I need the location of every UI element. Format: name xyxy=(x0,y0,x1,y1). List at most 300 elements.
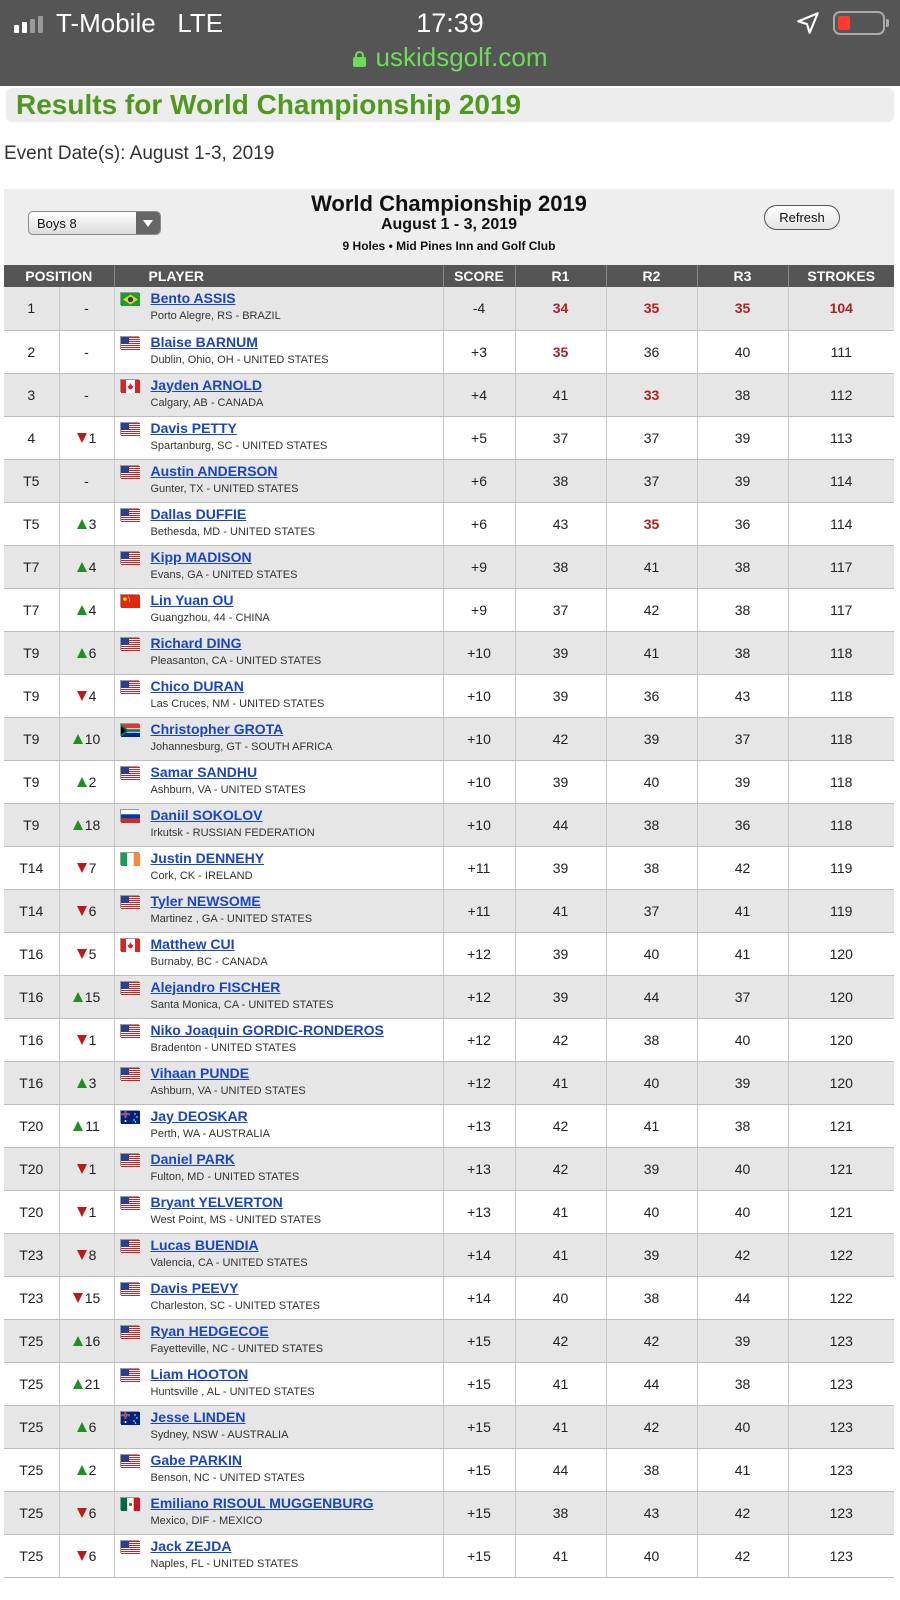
results-table xyxy=(4,265,894,1578)
r3-cell: 35 xyxy=(697,287,788,330)
event-date-text: Event Date(s): August 1-3, 2019 xyxy=(4,143,275,164)
strokes-cell: 104 xyxy=(788,287,894,330)
r2-cell: 41 xyxy=(606,1104,697,1147)
player-cell xyxy=(114,760,443,803)
r1-cell: 41 xyxy=(515,1534,606,1577)
player-name-link[interactable]: Alejandro FISCHER xyxy=(150,978,281,995)
player-location: Burnaby, BC - CANADA xyxy=(150,955,268,968)
player-name-link[interactable]: Richard DING xyxy=(150,634,242,651)
usa-flag-icon xyxy=(120,680,139,693)
r2-cell: 37 xyxy=(606,889,697,932)
event-venue: 9 Holes • Mid Pines Inn and Golf Club xyxy=(342,239,556,253)
player-cell xyxy=(114,330,443,373)
strokes-cell: 123 xyxy=(788,1405,894,1448)
strokes-cell: 121 xyxy=(788,1147,894,1190)
player-name-link[interactable]: Bento ASSIS xyxy=(150,290,236,306)
r2-cell: 40 xyxy=(606,932,697,975)
player-location: Martinez , GA - UNITED STATES xyxy=(150,912,313,925)
position-cell: 3 xyxy=(4,373,59,416)
column-header-strokes: STROKES xyxy=(788,265,894,287)
player-name-link[interactable]: Blaise BARNUM xyxy=(150,333,258,350)
position-cell: T23 xyxy=(4,1233,59,1276)
player-name-link[interactable]: Vihaan PUNDE xyxy=(150,1064,250,1081)
r3-cell: 41 xyxy=(697,932,788,975)
r3-cell: 42 xyxy=(697,1233,788,1276)
australia-flag-icon xyxy=(120,1411,139,1424)
r3-cell: 38 xyxy=(697,1362,788,1405)
table-row xyxy=(4,674,894,717)
player-location: Las Cruces, NM - UNITED STATES xyxy=(150,697,325,710)
rank-up-arrow-icon xyxy=(73,992,83,1002)
r1-cell: 37 xyxy=(515,416,606,459)
r3-cell: 39 xyxy=(697,416,788,459)
player-location: Bethesda, MD - UNITED STATES xyxy=(150,525,316,538)
r2-cell: 41 xyxy=(606,545,697,588)
player-location: Ashburn, VA - UNITED STATES xyxy=(150,783,306,796)
player-cell xyxy=(114,1319,443,1362)
r3-cell: 37 xyxy=(697,975,788,1018)
player-cell xyxy=(114,588,443,631)
movement-value: - xyxy=(84,386,89,403)
position-cell: T25 xyxy=(4,1319,59,1362)
clock: 17:39 xyxy=(416,8,484,38)
r3-cell: 39 xyxy=(697,1319,788,1362)
player-location: Cork, CK - IRELAND xyxy=(150,869,253,882)
player-name-link[interactable]: Jayden ARNOLD xyxy=(150,376,263,393)
player-location: West Point, MS - UNITED STATES xyxy=(150,1213,322,1226)
player-cell xyxy=(114,717,443,760)
player-cell xyxy=(114,1147,443,1190)
r2-cell: 43 xyxy=(606,1491,697,1534)
movement-cell xyxy=(59,803,114,846)
score-cell: +15 xyxy=(443,1405,515,1448)
score-cell: +5 xyxy=(443,416,515,459)
rank-up-arrow-icon xyxy=(77,777,87,787)
column-header-r2: R2 xyxy=(606,265,697,287)
table-row xyxy=(4,1405,894,1448)
player-location: Evans, GA - UNITED STATES xyxy=(150,568,298,581)
ireland-flag-icon xyxy=(120,852,139,865)
r3-cell: 36 xyxy=(697,502,788,545)
player-name-link[interactable]: Matthew CUI xyxy=(150,935,235,952)
player-location: Fulton, MD - UNITED STATES xyxy=(150,1170,300,1183)
player-name-link[interactable]: Emiliano RISOUL MUGGENBURG xyxy=(150,1494,374,1511)
position-cell: T14 xyxy=(4,889,59,932)
player-name-link[interactable]: Samar SANDHU xyxy=(150,763,258,780)
strokes-cell: 120 xyxy=(788,975,894,1018)
strokes-cell: 118 xyxy=(788,760,894,803)
player-location: Spartanburg, SC - UNITED STATES xyxy=(150,439,328,452)
r2-cell: 36 xyxy=(606,330,697,373)
r3-cell: 39 xyxy=(697,760,788,803)
movement-cell xyxy=(59,1233,114,1276)
r3-cell: 36 xyxy=(697,803,788,846)
position-cell: 2 xyxy=(4,330,59,373)
rank-down-arrow-icon xyxy=(77,1508,87,1518)
rank-down-arrow-icon xyxy=(77,863,87,873)
player-location: Porto Alegre, RS - BRAZIL xyxy=(150,310,281,322)
column-header-player: PLAYER xyxy=(114,265,443,287)
r1-cell: 42 xyxy=(515,1147,606,1190)
player-cell xyxy=(114,803,443,846)
r3-cell: 38 xyxy=(697,545,788,588)
movement-cell xyxy=(59,373,114,416)
strokes-cell: 118 xyxy=(788,717,894,760)
usa-flag-icon xyxy=(120,1153,139,1166)
rank-up-arrow-icon xyxy=(77,1078,87,1088)
movement-value: 1 xyxy=(88,1160,97,1177)
r1-cell: 41 xyxy=(515,1362,606,1405)
score-cell: +12 xyxy=(443,932,515,975)
r1-cell: 43 xyxy=(515,502,606,545)
movement-cell xyxy=(59,1405,114,1448)
position-cell: 4 xyxy=(4,416,59,459)
r2-cell: 40 xyxy=(606,1190,697,1233)
player-name-link[interactable]: Lin Yuan OU xyxy=(150,591,234,608)
rank-up-arrow-icon xyxy=(77,1465,87,1475)
player-name-link[interactable]: Davis PEEVY xyxy=(150,1279,239,1296)
movement-cell xyxy=(59,588,114,631)
table-row xyxy=(4,287,894,330)
player-name-link[interactable]: Austin ANDERSON xyxy=(150,462,278,479)
player-location: Naples, FL - UNITED STATES xyxy=(150,1557,299,1570)
player-location: Perth, WA - AUSTRALIA xyxy=(150,1127,270,1140)
r2-cell: 38 xyxy=(606,1448,697,1491)
player-location: Irkutsk - RUSSIAN FEDERATION xyxy=(150,826,315,839)
usa-flag-icon xyxy=(120,336,139,349)
table-row xyxy=(4,373,894,416)
refresh-button[interactable]: Refresh xyxy=(764,205,840,230)
score-cell: +15 xyxy=(443,1491,515,1534)
mexico-flag-icon xyxy=(120,1497,139,1510)
usa-flag-icon xyxy=(120,508,139,521)
movement-value: - xyxy=(84,472,89,489)
player-location: Gunter, TX - UNITED STATES xyxy=(150,482,299,495)
r3-cell: 41 xyxy=(697,1448,788,1491)
r1-cell: 42 xyxy=(515,1018,606,1061)
table-row xyxy=(4,1448,894,1491)
r1-cell: 39 xyxy=(515,846,606,889)
player-location: Huntsville , AL - UNITED STATES xyxy=(150,1385,315,1398)
usa-flag-icon xyxy=(120,1368,139,1381)
position-cell: T25 xyxy=(4,1405,59,1448)
table-row xyxy=(4,1276,894,1319)
r2-cell: 39 xyxy=(606,717,697,760)
strokes-cell: 123 xyxy=(788,1448,894,1491)
score-cell: +11 xyxy=(443,846,515,889)
movement-cell xyxy=(59,545,114,588)
movement-cell xyxy=(59,1190,114,1233)
position-cell: T9 xyxy=(4,760,59,803)
score-cell: +10 xyxy=(443,717,515,760)
player-cell xyxy=(114,1534,443,1577)
player-name-link[interactable]: Kipp MADISON xyxy=(150,548,252,565)
movement-value: 6 xyxy=(88,902,97,919)
australia-flag-icon xyxy=(120,1110,139,1123)
r3-cell: 38 xyxy=(697,631,788,674)
strokes-cell: 123 xyxy=(788,1534,894,1577)
movement-cell xyxy=(59,717,114,760)
player-name-link[interactable]: Jesse LINDEN xyxy=(150,1408,246,1425)
r2-cell: 40 xyxy=(606,1061,697,1104)
table-row xyxy=(4,1534,894,1577)
player-location: Calgary, AB - CANADA xyxy=(150,396,264,409)
score-cell: +6 xyxy=(443,502,515,545)
movement-cell xyxy=(59,674,114,717)
player-cell xyxy=(114,1491,443,1534)
movement-cell xyxy=(59,846,114,889)
r2-cell: 36 xyxy=(606,674,697,717)
player-name-link[interactable]: Davis PETTY xyxy=(150,419,237,436)
player-name-link[interactable]: Christopher GROTA xyxy=(150,720,284,737)
movement-cell xyxy=(59,1319,114,1362)
r3-cell: 39 xyxy=(697,1061,788,1104)
network-type: LTE xyxy=(177,8,224,38)
score-cell: +13 xyxy=(443,1147,515,1190)
table-row xyxy=(4,459,894,502)
movement-cell xyxy=(59,760,114,803)
player-name-link[interactable]: Niko Joaquin GORDIC-RONDEROS xyxy=(150,1021,384,1038)
rank-down-arrow-icon xyxy=(77,949,87,959)
usa-flag-icon xyxy=(120,1540,139,1553)
table-row xyxy=(4,416,894,459)
player-cell xyxy=(114,631,443,674)
player-name-link[interactable]: Tyler NEWSOME xyxy=(150,892,261,909)
column-header-r1: R1 xyxy=(515,265,606,287)
usa-flag-icon xyxy=(120,1325,139,1338)
page-title-bar xyxy=(6,88,894,122)
rank-up-arrow-icon xyxy=(73,1336,83,1346)
lock-icon xyxy=(353,51,366,67)
player-name-link[interactable]: Ryan HEDGECOE xyxy=(150,1322,269,1339)
score-cell: +3 xyxy=(443,330,515,373)
table-row xyxy=(4,1233,894,1276)
table-row xyxy=(4,1362,894,1405)
score-cell: -4 xyxy=(443,287,515,330)
strokes-cell: 122 xyxy=(788,1276,894,1319)
strokes-cell: 123 xyxy=(788,1319,894,1362)
usa-flag-icon xyxy=(120,1239,139,1252)
table-row xyxy=(4,846,894,889)
player-location: Fayetteville, NC - UNITED STATES xyxy=(150,1342,324,1355)
movement-cell xyxy=(59,1362,114,1405)
movement-value: 2 xyxy=(88,773,97,790)
score-cell: +10 xyxy=(443,760,515,803)
strokes-cell: 120 xyxy=(788,1018,894,1061)
player-name-link[interactable]: Gabe PARKIN xyxy=(150,1451,243,1468)
r2-cell: 33 xyxy=(606,373,697,416)
r3-cell: 40 xyxy=(697,1147,788,1190)
movement-cell xyxy=(59,1147,114,1190)
location-arrow-icon xyxy=(795,10,821,36)
score-cell: +15 xyxy=(443,1534,515,1577)
player-cell xyxy=(114,846,443,889)
player-cell xyxy=(114,1405,443,1448)
score-cell: +6 xyxy=(443,459,515,502)
position-cell: T16 xyxy=(4,932,59,975)
player-cell xyxy=(114,1276,443,1319)
battery-icon xyxy=(833,11,885,35)
player-cell xyxy=(114,1104,443,1147)
carrier-name: T-Mobile xyxy=(56,8,156,38)
player-name-link[interactable]: Daniil SOKOLOV xyxy=(150,806,263,823)
player-location: Pleasanton, CA - UNITED STATES xyxy=(150,654,322,667)
movement-cell xyxy=(59,932,114,975)
r3-cell: 38 xyxy=(697,1104,788,1147)
player-cell xyxy=(114,287,443,330)
r1-cell: 42 xyxy=(515,1319,606,1362)
player-location: Mexico, DIF - MEXICO xyxy=(150,1514,263,1527)
r3-cell: 42 xyxy=(697,1491,788,1534)
movement-value: 16 xyxy=(84,1332,101,1349)
position-cell: T20 xyxy=(4,1147,59,1190)
strokes-cell: 117 xyxy=(788,588,894,631)
player-cell xyxy=(114,932,443,975)
player-cell xyxy=(114,975,443,1018)
r3-cell: 42 xyxy=(697,1534,788,1577)
player-name-link[interactable]: Daniel PARK xyxy=(150,1150,236,1167)
position-cell: T25 xyxy=(4,1448,59,1491)
player-name-link[interactable]: Chico DURAN xyxy=(150,677,244,694)
r2-cell: 42 xyxy=(606,1405,697,1448)
r2-cell: 35 xyxy=(606,502,697,545)
strokes-cell: 118 xyxy=(788,803,894,846)
player-location: Charleston, SC - UNITED STATES xyxy=(150,1299,321,1312)
strokes-cell: 112 xyxy=(788,373,894,416)
player-name-link[interactable]: Jay DEOSKAR xyxy=(150,1107,248,1124)
event-name: World Championship 2019 xyxy=(311,191,587,216)
player-name-link[interactable]: Liam HOOTON xyxy=(150,1365,249,1382)
r1-cell: 39 xyxy=(515,674,606,717)
score-cell: +9 xyxy=(443,545,515,588)
player-cell xyxy=(114,459,443,502)
player-location: Bradenton - UNITED STATES xyxy=(150,1041,297,1054)
score-cell: +10 xyxy=(443,674,515,717)
r1-cell: 40 xyxy=(515,1276,606,1319)
player-cell xyxy=(114,545,443,588)
strokes-cell: 123 xyxy=(788,1491,894,1534)
table-row xyxy=(4,717,894,760)
r2-cell: 39 xyxy=(606,1147,697,1190)
r1-cell: 44 xyxy=(515,1448,606,1491)
movement-value: 10 xyxy=(84,730,101,747)
player-location: Johannesburg, GT - SOUTH AFRICA xyxy=(150,740,333,753)
table-row xyxy=(4,502,894,545)
player-cell xyxy=(114,1190,443,1233)
r2-cell: 44 xyxy=(606,975,697,1018)
movement-value: 11 xyxy=(85,1117,100,1134)
position-cell: T5 xyxy=(4,459,59,502)
r1-cell: 41 xyxy=(515,889,606,932)
r3-cell: 43 xyxy=(697,674,788,717)
r2-cell: 40 xyxy=(606,760,697,803)
movement-cell xyxy=(59,502,114,545)
china-flag-icon xyxy=(120,594,139,607)
player-cell xyxy=(114,416,443,459)
table-header-row xyxy=(4,265,894,287)
address-bar[interactable] xyxy=(0,42,900,73)
russia-flag-icon xyxy=(120,809,139,822)
score-cell: +12 xyxy=(443,1018,515,1061)
movement-value: 15 xyxy=(84,988,101,1005)
r1-cell: 41 xyxy=(515,1405,606,1448)
r3-cell: 41 xyxy=(697,889,788,932)
r2-cell: 42 xyxy=(606,588,697,631)
movement-value: 1 xyxy=(88,1031,97,1048)
player-name-link[interactable]: Justin DENNEHY xyxy=(150,849,265,866)
player-location: Valencia, CA - UNITED STATES xyxy=(150,1256,308,1269)
r1-cell: 39 xyxy=(515,975,606,1018)
movement-cell xyxy=(59,1276,114,1319)
r1-cell: 42 xyxy=(515,717,606,760)
r1-cell: 41 xyxy=(515,1233,606,1276)
rank-down-arrow-icon xyxy=(77,691,87,701)
strokes-cell: 122 xyxy=(788,1233,894,1276)
movement-value: - xyxy=(84,300,89,317)
r2-cell: 39 xyxy=(606,1233,697,1276)
r3-cell: 38 xyxy=(697,373,788,416)
movement-value: 6 xyxy=(88,644,97,661)
movement-value: 8 xyxy=(88,1246,97,1263)
movement-value: 21 xyxy=(84,1375,101,1392)
player-name-link[interactable]: Lucas BUENDIA xyxy=(150,1236,259,1253)
usa-flag-icon xyxy=(120,981,139,994)
movement-value: 15 xyxy=(84,1289,101,1306)
movement-cell xyxy=(59,1491,114,1534)
rank-up-arrow-icon xyxy=(73,1379,83,1389)
r1-cell: 39 xyxy=(515,631,606,674)
r2-cell: 37 xyxy=(606,459,697,502)
position-cell: T9 xyxy=(4,631,59,674)
player-location: Dublin, Ohio, OH - UNITED STATES xyxy=(150,353,329,366)
strokes-cell: 114 xyxy=(788,502,894,545)
movement-cell xyxy=(59,889,114,932)
strokes-cell: 111 xyxy=(788,330,894,373)
player-location: Sydney, NSW - AUSTRALIA xyxy=(150,1428,289,1441)
score-cell: +14 xyxy=(443,1233,515,1276)
movement-value: 3 xyxy=(88,515,97,532)
movement-value: 6 xyxy=(88,1418,97,1435)
rank-up-arrow-icon xyxy=(77,605,87,615)
rank-down-arrow-icon xyxy=(77,906,87,916)
position-cell: T7 xyxy=(4,588,59,631)
score-cell: +14 xyxy=(443,1276,515,1319)
rank-down-arrow-icon xyxy=(77,1551,87,1561)
movement-cell xyxy=(59,1534,114,1577)
r3-cell: 40 xyxy=(697,330,788,373)
r1-cell: 44 xyxy=(515,803,606,846)
canada-flag-icon xyxy=(120,938,139,951)
position-cell: T16 xyxy=(4,975,59,1018)
table-row xyxy=(4,889,894,932)
table-row xyxy=(4,975,894,1018)
rank-up-arrow-icon xyxy=(73,820,83,830)
player-location: Benson, NC - UNITED STATES xyxy=(150,1471,305,1484)
canada-flag-icon xyxy=(120,379,139,392)
r1-cell: 41 xyxy=(515,1061,606,1104)
player-name-link[interactable]: Dallas DUFFIE xyxy=(150,505,247,522)
player-name-link[interactable]: Jack ZEJDA xyxy=(150,1537,232,1554)
player-cell xyxy=(114,1061,443,1104)
player-cell xyxy=(114,373,443,416)
score-cell: +13 xyxy=(443,1104,515,1147)
movement-value: 1 xyxy=(88,1203,97,1220)
score-cell: +12 xyxy=(443,1061,515,1104)
r2-cell: 38 xyxy=(606,846,697,889)
player-name-link[interactable]: Bryant YELVERTON xyxy=(150,1193,283,1210)
player-cell xyxy=(114,1018,443,1061)
table-row xyxy=(4,1319,894,1362)
